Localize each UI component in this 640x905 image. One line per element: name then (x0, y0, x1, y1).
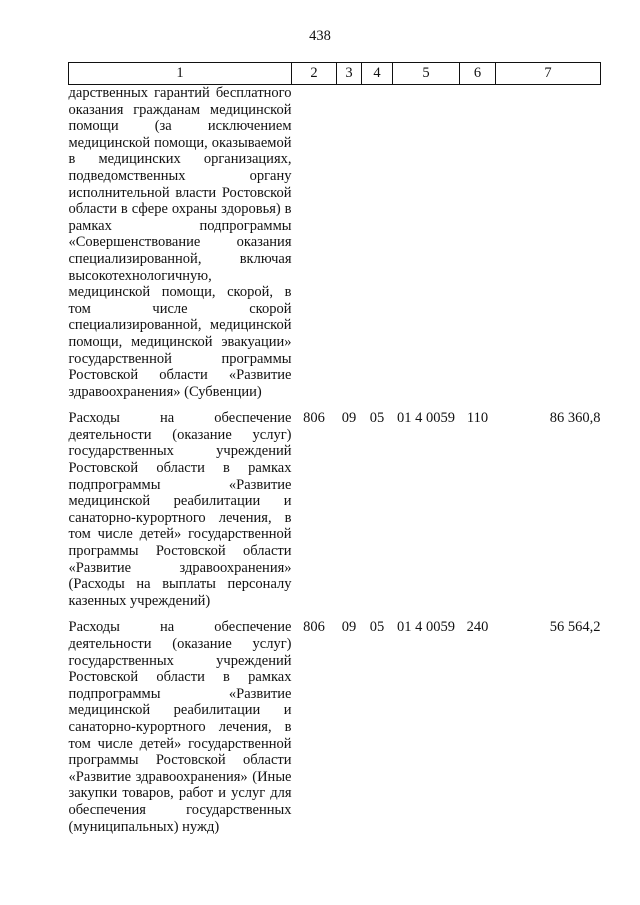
table-row (69, 617, 601, 843)
column-header-1: 1 (69, 63, 292, 85)
column-header-5: 5 (393, 63, 460, 85)
ministry-code: 806 (303, 619, 325, 636)
column-header-4: 4 (362, 63, 393, 85)
target-code: 01 4 0059 (397, 619, 455, 636)
amount: 86 360,8 (549, 410, 601, 427)
subsection-code: 05 (369, 619, 385, 636)
column-header-7: 7 (496, 63, 601, 85)
header-row (69, 63, 601, 85)
expense-type-code: 110 (466, 410, 489, 427)
row-description: Расходы на обеспечение деятельности (оказание услуг) государственных учреждений Ростовской области в рамках подпрограммы «Развитие медицинской реабилитации и санаторно-курортного лечения, в том числе детей» государственной программы Ростовской области «Развитие здравоохранения» (Расходы на выплаты персоналу казенных учреждений) (68, 410, 292, 609)
section-code: 09 (341, 410, 357, 427)
table-row-continuation (69, 85, 601, 409)
target-code: 01 4 0059 (397, 410, 455, 427)
ministry-code: 806 (303, 410, 325, 427)
budget-table (68, 62, 601, 843)
row-description: Расходы на обеспечение деятельности (оказание услуг) государственных учреждений Ростовской области в рамках подпрограммы «Развитие медицинской реабилитации и санаторно-курортного лечения, в том числе детей» государственной программы Ростовской области «Развитие здравоохранения» (Иные закупки товаров, работ и услуг для обеспечения государственных (муниципальных) нужд) (68, 619, 292, 835)
page-number: 438 (309, 28, 331, 44)
column-header-6: 6 (460, 63, 496, 85)
amount: 56 564,2 (549, 619, 601, 636)
subsection-code: 05 (369, 410, 385, 427)
section-code: 09 (341, 619, 357, 636)
column-header-3: 3 (337, 63, 362, 85)
column-header-2: 2 (292, 63, 337, 85)
table-row (69, 408, 601, 617)
expense-type-code: 240 (466, 619, 489, 636)
row-description: дарственных гарантий бесплатного оказания гражданам медицинской помощи (за исключением медицинской помощи, оказываемой в медицинских организациях, подведомственных органу исполнительной власти Ростовской области в сфере охраны здоровья) в рамках подпрограммы «Совершенствование оказания специализированной, включая высокотехнологичную, медицинской помощи, скорой, в том числе скорой специализированной, медицинской помощи, медицинской эвакуации» государственной программы Ростовской области «Развитие здравоохранения» (Субвенции) (68, 85, 292, 400)
